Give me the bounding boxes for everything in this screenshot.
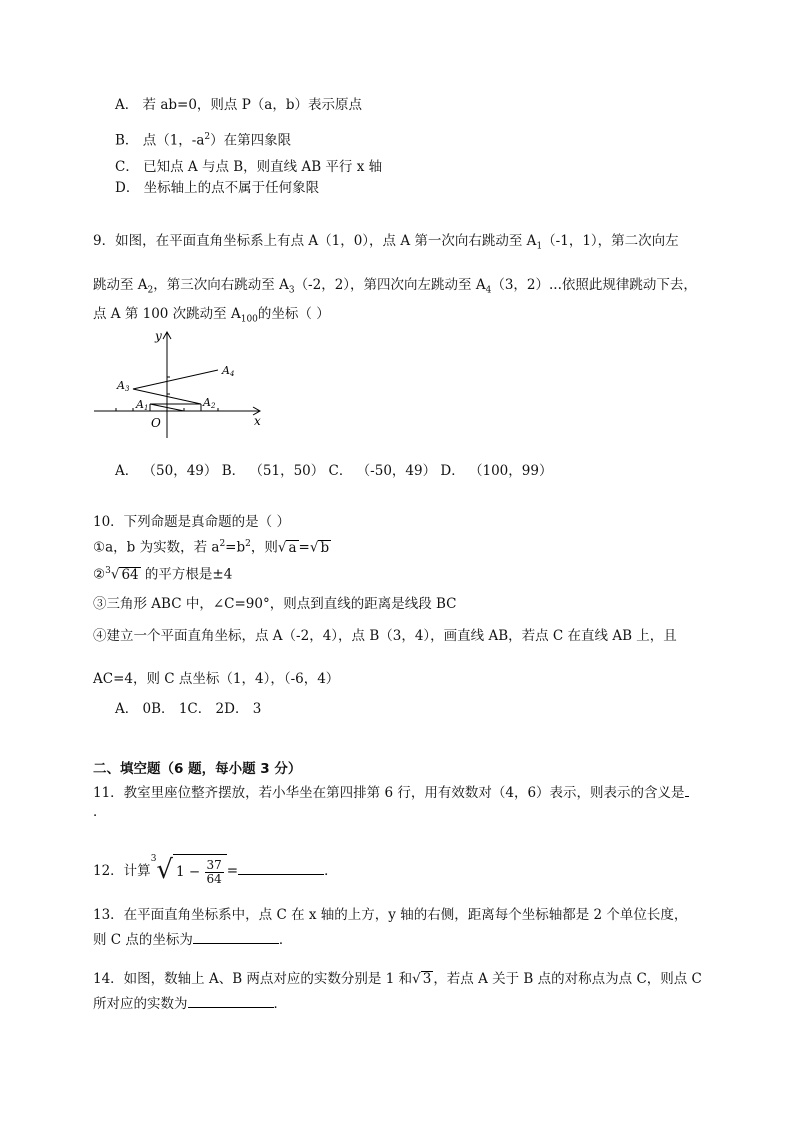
q13-answer-blank[interactable] [193,929,279,944]
q11-line-1 [93,782,689,802]
q9-sub: 4 [485,285,492,296]
q9-sub: 3 [288,285,295,296]
q14-line-1: 14．如图，数轴上 A、B 两点对应的实数分别是 1 和√ 3 ，若点 A 关于 B 点的对称点为点 C，则点 C [93,971,702,987]
q9-sub: 2 [147,285,154,296]
q13-text: ． [278,932,293,948]
q14-line-2 [93,993,287,1013]
q8-b-sup: 2 [204,132,211,142]
q10-statement-1: ①a，b 为实数，若 $a^2=b^2$，则√ a =√ b [93,539,330,556]
q9-line-1 [93,232,679,256]
a1-label: A1 [136,398,149,412]
q9-sub: 100 [240,314,258,325]
q10-text: 的平方根是±4 [140,566,233,583]
q13-line-2 [93,929,292,949]
q10-sup: 2 [245,539,251,549]
q9-text: （3，2）...依照此规律跳动下去， [491,277,697,293]
q8-b-text: B． 点（1，-a [115,132,205,149]
q9-text: 的坐标（ ） [257,306,330,322]
q14-answer-blank[interactable] [188,993,274,1008]
q10-text: ①a，b 为实数，若 a [93,539,220,556]
x-axis-label: x [254,414,261,428]
cube-root-index: 3 [150,854,157,864]
origin-label: O [151,416,161,430]
q10-statement-3: ③三角形 ABC 中，∠C=90°，则点到直线的距离是线段 BC [93,596,457,612]
denominator: 64 [206,872,222,886]
q9-text: 点 A 第 100 次跳动至 A [93,306,241,322]
sqrt-3: 3 [422,971,432,987]
q14-text: 14．如图，数轴上 A、B 两点对应的实数分别是 1 和 [93,971,413,987]
q13-text: 则 C 点的坐标为 [93,932,193,948]
q10-text: =b [225,539,246,556]
q9-options: A． （50，49） B． （51，50） C． （-50，49） D． （100，99） [115,463,553,479]
q12-line [93,842,338,889]
q10-sup: 2 [219,539,226,549]
q12-text: 12．计算 [93,863,151,879]
q12-text: = [226,863,239,879]
a3-label: A3 [117,379,130,393]
q8-b-text-end: ）在第四象限 [210,132,292,149]
radical-sign: √ [156,855,173,885]
q10-stem: 10．下列命题是真命题的是（ ） [93,514,290,530]
q12-answer-blank[interactable] [238,860,324,875]
q9-text: 跳动至 A [93,277,148,293]
q14-text: 所对应的实数为 [93,996,188,1012]
q8-option-b [115,128,291,150]
q9-line-2 [93,276,697,300]
q8-option-c: C． 已知点 A 与点 B，则直线 AB 平行 x 轴 [115,159,383,175]
a2-label: A2 [203,396,216,410]
cube-root-index: 3 [105,566,111,576]
q11-text: 11．教室里座位整齐摆放，若小华坐在第四排第 6 行，用有效数对（4，6）表示，则表示的含义是 [93,785,685,801]
q13-line-1: 13．在平面直角坐标系中，点 C 在 x 轴的上方，y 轴的右侧，距离每个坐标轴都是 2 个单位长度， [93,907,688,923]
y-axis-label: y [155,329,162,343]
q10-statement-2: ②$^3$√ 64 的平方根是±4 [93,566,233,583]
q11-answer-blank[interactable] [685,782,689,797]
q14-text: ． [273,996,287,1012]
q10-text: ② [93,566,106,583]
section-2-title: 二、填空题（6 题，每小题 3 分） [93,761,302,777]
q9-text: 9．如图，在平面直角坐标系上有点 A（1，0），点 A 第一次向右跳动至 A [93,233,537,249]
sqrt-a: a [288,539,297,556]
q10-statement-4: ④建立一个平面直角坐标，点 A（-2，4），点 B（3，4），画直线 AB，若点 C 在直线 AB 上，且 [93,628,677,644]
numerator: 37 [206,858,222,872]
q10-text: ，则 [250,539,278,556]
a4-label: A4 [222,364,235,378]
q10-options: A． 0B． 1C． 2D． 3 [115,701,262,717]
radicand [173,854,227,889]
q8-option-a: A． 若 ab=0，则点 P（a，b）表示原点 [115,97,362,113]
cube-root-64: 64 [121,566,139,583]
fraction [205,859,224,886]
q9-coordinate-figure [90,326,270,442]
q9-text: （-1，1），第二次向左 [542,233,679,249]
q10-statement-4-cont: AC=4，则 C 点坐标（1，4），（-6，4） [93,671,340,687]
q12-text: ． [324,863,338,879]
q9-text: ，第三次向右跳动至 A [153,277,289,293]
q14-text: ，若点 A 关于 B 点的对称点为点 C，则点 C [433,971,702,987]
q10-text: = [298,539,310,556]
q9-text: （-2，2），第四次向左跳动至 A [294,277,486,293]
q11-line-2: ． [93,804,107,820]
q8-option-d: D． 坐标轴上的点不属于任何象限 [115,180,320,196]
q9-sub: 1 [536,241,543,252]
sqrt-b: b [320,539,330,556]
q12-one: 1 − [176,864,201,880]
